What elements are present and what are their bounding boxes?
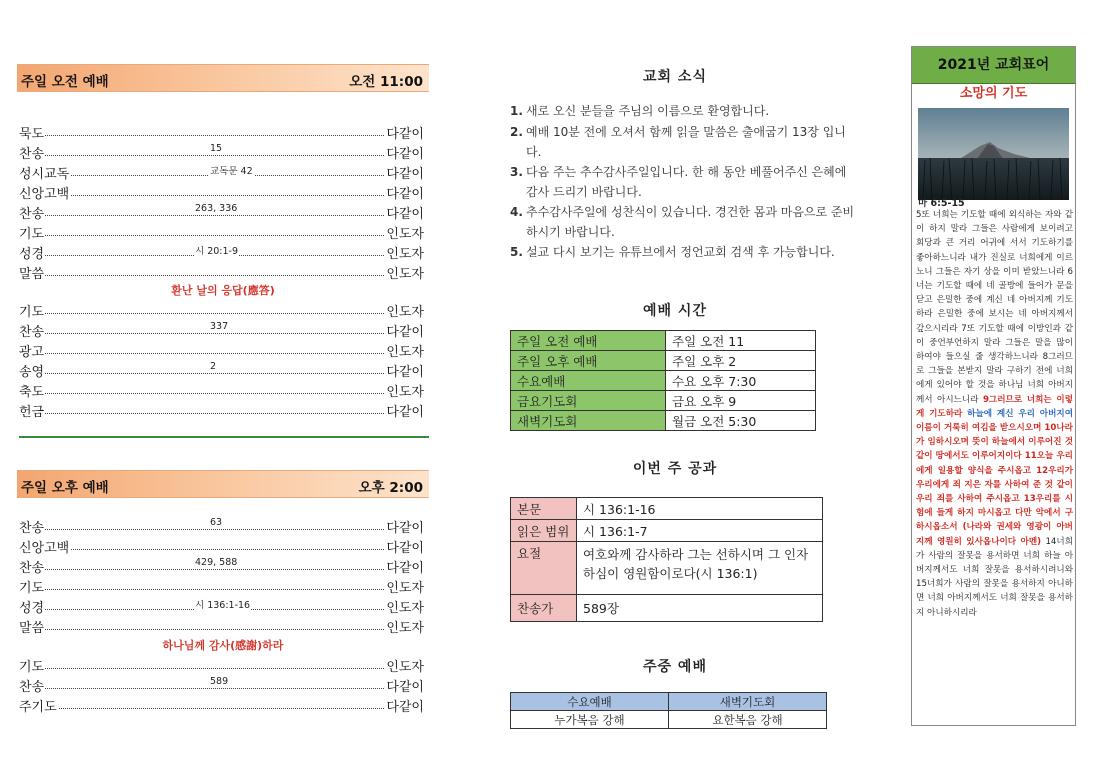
order-row — [19, 301, 424, 319]
lesson-table — [510, 497, 823, 622]
service-name: 주일 오전 예배 — [511, 331, 666, 351]
order-leader: 인도자 — [385, 341, 424, 360]
lesson-heading: 이번 주 공과 — [632, 461, 718, 477]
motto-panel — [911, 46, 1076, 726]
order-label: 말씀 — [19, 263, 45, 282]
order-label: 찬송 — [19, 676, 45, 695]
order-row — [19, 361, 424, 379]
order-row — [19, 123, 424, 141]
morning-service-time: 오전 11:00 — [349, 74, 423, 90]
dot-leader — [19, 629, 424, 630]
order-label: 성경 — [19, 243, 45, 262]
order-label: 송영 — [19, 361, 45, 380]
order-row — [19, 537, 424, 555]
order-label: 찬송 — [19, 557, 45, 576]
order-row — [19, 341, 424, 359]
verse-segment: 5또 너희는 기도할 때에 외식하는 자와 같이 하지 말라 그들은 사람에게 보이려고 회당과 큰 거리 어귀에 서서 기도하기를 좋아하느니라 내가 진실로 너희에게 이르노니 그들은 자기 상을 이미 받았느니라 6너는 기도할 때에 네 골방에 들어가 문을 닫고 은밀한 중에 계신 네 아버지께 기도하라 은밀한 중에 보시는 네 아버지께서 갚으시리라 7또 기도할 때에 이방인과 같이 중언부언하지 말라 그들은 말을 많이 하여야 들으실 줄 생각하느니라 8그러므로 그들을 본받지 말라 구하기 전에 너희에게 있어야 할 것을 하나님 너희 아버지께서 아시느니라 — [916, 210, 1073, 405]
table-row — [511, 520, 823, 542]
dot-leader — [19, 215, 424, 216]
order-detail: 시 20:1-9 — [194, 243, 239, 257]
order-row — [19, 696, 424, 714]
dot-leader — [19, 569, 424, 570]
order-label: 찬송 — [19, 203, 45, 222]
order-row — [19, 183, 424, 201]
afternoon-sermon-title: 하나님께 감사(感謝)하라 — [162, 639, 284, 652]
order-detail: 429, 588 — [195, 557, 238, 568]
news-number: 1. — [510, 104, 523, 118]
news-number: 4. — [510, 205, 523, 219]
news-text: 예배 10분 전에 오셔서 함께 읽을 말씀은 출애굽기 13장 입니다. — [526, 125, 846, 159]
verse-segment-highlight: 이름이 거룩히 여김을 받으시오며 10나라가 임하시오며 뜻이 하늘에서 이루어진 것 같이 땅에서도 이루어지이다 11오늘 우리에게 일용할 양식을 주시옵고 12우리가 우리에게 죄 지은 자를 사하여 준 것 같이 우리 죄를 사하여 주시옵고 13우리를 시험에 들게 하지 마시옵고 다만 악에서 구하시옵소서 (나라와 권세와 영광이 아버지께 영원히 있사옵나이다 아멘) — [916, 423, 1073, 547]
order-label: 축도 — [19, 381, 45, 400]
worship-times-table — [510, 330, 816, 431]
midweek-table — [510, 692, 827, 729]
order-detail: 63 — [210, 517, 223, 528]
order-label: 기도 — [19, 577, 45, 596]
lesson-key: 읽은 범위 — [511, 520, 577, 542]
order-leader: 다같이 — [385, 676, 424, 695]
midweek-value: 누가복음 강해 — [511, 711, 669, 729]
order-label: 성경 — [19, 597, 45, 616]
order-leader: 다같이 — [385, 183, 424, 202]
service-name: 주일 오후 예배 — [511, 351, 666, 371]
dot-leader — [19, 333, 424, 334]
order-label: 헌금 — [19, 401, 45, 420]
midweek-heading: 주중 예배 — [643, 659, 707, 675]
order-label: 묵도 — [19, 123, 45, 142]
worship-times-heading: 예배 시간 — [643, 303, 707, 319]
order-leader: 인도자 — [385, 617, 424, 636]
lesson-value: 시 136:1-16 — [577, 498, 823, 520]
dot-leader — [19, 589, 424, 590]
table-row — [511, 351, 816, 371]
dot-leader — [19, 668, 424, 669]
order-leader: 다같이 — [385, 203, 424, 222]
order-row — [19, 656, 424, 674]
afternoon-service-time: 오후 2:00 — [358, 480, 423, 496]
order-detail: 2 — [210, 361, 217, 372]
table-row — [511, 693, 827, 711]
order-row — [19, 557, 424, 575]
order-detail: 15 — [210, 143, 223, 154]
news-number: 2. — [510, 125, 523, 139]
order-row — [19, 263, 424, 281]
dot-leader — [19, 393, 424, 394]
order-detail: 589 — [210, 676, 229, 687]
order-label: 성시교독 — [19, 163, 70, 182]
order-row — [19, 597, 424, 615]
news-text: 추수감사주일에 성찬식이 있습니다. 경건한 몸과 마음으로 준비하시기 바랍니다. — [526, 205, 855, 239]
order-leader: 다같이 — [385, 123, 424, 142]
order-row — [19, 243, 424, 261]
order-detail: 시 136:1-16 — [194, 597, 251, 611]
dot-leader — [19, 413, 424, 414]
service-time: 금요 오후 9 — [666, 391, 816, 411]
news-text: 설교 다시 보기는 유튜브에서 정언교회 검색 후 가능합니다. — [526, 245, 835, 259]
dot-leader — [19, 313, 424, 314]
service-time: 주일 오후 2 — [666, 351, 816, 371]
dot-leader — [19, 275, 424, 276]
dot-leader — [19, 155, 424, 156]
order-row — [19, 163, 424, 181]
service-time: 월금 오전 5:30 — [666, 411, 816, 431]
dot-leader — [19, 688, 424, 689]
table-row — [511, 411, 816, 431]
table-row — [511, 711, 827, 729]
order-row — [19, 223, 424, 241]
order-leader: 다같이 — [385, 537, 424, 556]
order-leader: 다같이 — [385, 557, 424, 576]
lesson-key: 찬송가 — [511, 595, 577, 622]
news-text: 다음 주는 추수감사주일입니다. 한 해 동안 베풀어주신 은혜에 감사 드리기 바랍니다. — [526, 165, 847, 199]
order-label: 말씀 — [19, 617, 45, 636]
order-leader: 인도자 — [385, 243, 424, 262]
order-leader: 다같이 — [385, 321, 424, 340]
order-leader: 인도자 — [385, 263, 424, 282]
order-leader: 다같이 — [385, 143, 424, 162]
order-leader: 인도자 — [385, 381, 424, 400]
order-label: 신앙고백 — [19, 183, 70, 202]
midweek-header: 수요예배 — [511, 693, 669, 711]
order-row — [19, 321, 424, 339]
morning-service-title: 주일 오전 예배 — [21, 74, 109, 90]
order-detail: 263, 336 — [195, 203, 238, 214]
verse-segment: 14너희가 사람의 잘못을 용서하면 너희 하늘 아버지께서도 너희 잘못을 용서하시려니와 15너희가 사람의 잘못을 용서하지 아니하면 너희 아버지께서도 너희 잘못을 용서하지 아니하시리라 — [916, 536, 1073, 618]
order-leader: 인도자 — [385, 577, 424, 596]
order-leader: 다같이 — [385, 517, 424, 536]
morning-sermon-title: 환난 날의 응답(應答) — [171, 284, 275, 297]
midweek-value: 요한복음 강해 — [669, 711, 827, 729]
order-row — [19, 203, 424, 221]
mountain-landscape-image — [918, 108, 1069, 200]
order-label: 기도 — [19, 223, 45, 242]
order-row — [19, 676, 424, 694]
service-name: 금요기도회 — [511, 391, 666, 411]
dot-leader — [19, 529, 424, 530]
verse-segment-highlight: 하늘에 계신 우리 아버지여 — [967, 408, 1074, 419]
verse-segment-highlight: 9그러므로 너희는 이렇게 기도하라 — [916, 394, 1073, 419]
order-label: 신앙고백 — [19, 537, 70, 556]
service-time: 수요 오후 7:30 — [666, 371, 816, 391]
table-row — [511, 498, 823, 520]
motto-title: 2021년 교회표어 — [912, 47, 1075, 84]
section-divider — [19, 436, 429, 438]
table-row — [511, 331, 816, 351]
afternoon-service-title: 주일 오후 예배 — [21, 480, 109, 496]
dot-leader — [19, 549, 424, 550]
order-label: 찬송 — [19, 517, 45, 536]
order-leader: 다같이 — [385, 361, 424, 380]
order-label: 찬송 — [19, 143, 45, 162]
dot-leader — [19, 135, 424, 136]
morning-service-header — [17, 64, 429, 92]
motto-subtitle: 소망의 기도 — [959, 86, 1028, 101]
midweek-header: 새벽기도회 — [669, 693, 827, 711]
service-time: 주일 오전 11 — [666, 331, 816, 351]
order-leader: 인도자 — [385, 301, 424, 320]
order-row — [19, 401, 424, 419]
order-row — [19, 381, 424, 399]
lesson-value: 시 136:1-7 — [577, 520, 823, 542]
lesson-key: 본문 — [511, 498, 577, 520]
service-name: 수요예배 — [511, 371, 666, 391]
scripture-reference: 마 6:5-15 — [918, 198, 965, 209]
afternoon-service-header — [17, 470, 429, 498]
lesson-value: 589장 — [577, 595, 823, 622]
table-row — [511, 542, 823, 595]
lesson-value: 여호와께 감사하라 그는 선하시며 그 인자하심이 영원함이로다(시 136:1) — [577, 542, 823, 595]
order-detail: 교독문 42 — [209, 163, 254, 177]
dot-leader — [19, 373, 424, 374]
order-label: 주기도 — [19, 696, 58, 715]
order-leader: 인도자 — [385, 656, 424, 675]
order-leader: 인도자 — [385, 223, 424, 242]
scripture-text — [916, 208, 1073, 620]
order-label: 광고 — [19, 341, 45, 360]
news-text: 새로 오신 분들을 주님의 이름으로 환영합니다. — [526, 104, 770, 118]
dot-leader — [19, 195, 424, 196]
news-number: 5. — [510, 245, 523, 259]
table-row — [511, 595, 823, 622]
table-row — [511, 371, 816, 391]
order-row — [19, 517, 424, 535]
order-leader: 다같이 — [385, 696, 424, 715]
news-heading: 교회 소식 — [643, 69, 707, 85]
lesson-key: 요절 — [511, 542, 577, 595]
order-row — [19, 617, 424, 635]
service-name: 새벽기도회 — [511, 411, 666, 431]
table-row — [511, 391, 816, 411]
order-row — [19, 577, 424, 595]
order-label: 찬송 — [19, 321, 45, 340]
dot-leader — [19, 353, 424, 354]
dot-leader — [19, 235, 424, 236]
order-leader: 다같이 — [385, 163, 424, 182]
order-label: 기도 — [19, 301, 45, 320]
order-row — [19, 143, 424, 161]
news-number: 3. — [510, 165, 523, 179]
order-leader: 인도자 — [385, 597, 424, 616]
order-leader: 다같이 — [385, 401, 424, 420]
order-detail: 337 — [210, 321, 229, 332]
dot-leader — [19, 708, 424, 709]
order-label: 기도 — [19, 656, 45, 675]
